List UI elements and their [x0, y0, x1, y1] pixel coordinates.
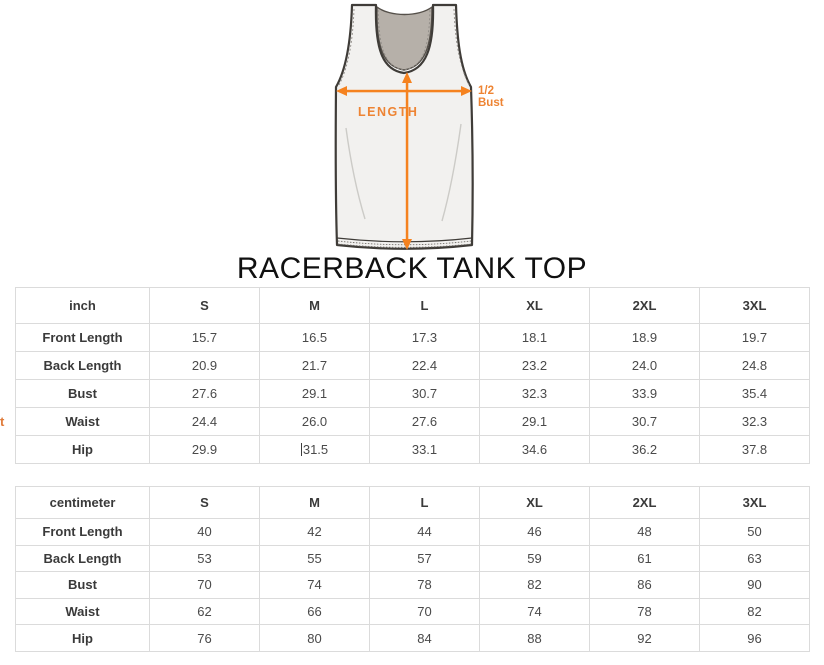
cell: 19.7 — [700, 324, 810, 352]
size-column-header: L — [370, 288, 480, 324]
cell: 30.7 — [590, 408, 700, 436]
cell: 27.6 — [370, 408, 480, 436]
cell: 17.3 — [370, 324, 480, 352]
cell: 33.1 — [370, 436, 480, 464]
size-column-header: 3XL — [700, 487, 810, 519]
cell: 82 — [700, 598, 810, 625]
cell: 18.9 — [590, 324, 700, 352]
table-row — [16, 572, 810, 599]
size-column-header: XL — [480, 288, 590, 324]
cell: 15.7 — [150, 324, 260, 352]
cell: 24.8 — [700, 352, 810, 380]
cell: 22.4 — [370, 352, 480, 380]
size-column-header: S — [150, 487, 260, 519]
size-column-header: XL — [480, 487, 590, 519]
row-label: Front Length — [16, 324, 150, 352]
size-column-header: 2XL — [590, 288, 700, 324]
table-header-row — [16, 288, 810, 324]
cell: 90 — [700, 572, 810, 599]
cell: 53 — [150, 545, 260, 572]
page-title: RACERBACK TANK TOP — [236, 252, 588, 285]
cell: 29.9 — [150, 436, 260, 464]
cell: 24.0 — [590, 352, 700, 380]
size-column-header: M — [260, 288, 370, 324]
table-row — [16, 408, 810, 436]
table-header-row — [16, 487, 810, 519]
table-row — [16, 352, 810, 380]
cell: 33.9 — [590, 380, 700, 408]
cell-value: 31.5 — [302, 442, 329, 457]
cell — [260, 436, 370, 464]
cell: 26.0 — [260, 408, 370, 436]
row-label: Waist — [16, 408, 150, 436]
cell: 78 — [370, 572, 480, 599]
cell: 32.3 — [480, 380, 590, 408]
row-label: Hip — [16, 436, 150, 464]
cell: 50 — [700, 519, 810, 546]
cropped-text-fragment: t — [0, 414, 5, 429]
cell: 61 — [590, 545, 700, 572]
cell: 82 — [480, 572, 590, 599]
cell: 29.1 — [480, 408, 590, 436]
size-table-centimeter — [15, 486, 810, 652]
cell: 16.5 — [260, 324, 370, 352]
cell: 96 — [700, 625, 810, 652]
cell: 42 — [260, 519, 370, 546]
table-row — [16, 436, 810, 464]
cell: 44 — [370, 519, 480, 546]
cell: 70 — [150, 572, 260, 599]
row-label: Bust — [16, 572, 150, 599]
cell: 36.2 — [590, 436, 700, 464]
row-label: Hip — [16, 625, 150, 652]
cell: 63 — [700, 545, 810, 572]
cell: 20.9 — [150, 352, 260, 380]
size-column-header: S — [150, 288, 260, 324]
table-row — [16, 324, 810, 352]
cell: 55 — [260, 545, 370, 572]
cell: 18.1 — [480, 324, 590, 352]
cell: 66 — [260, 598, 370, 625]
cell: 86 — [590, 572, 700, 599]
cell: 32.3 — [700, 408, 810, 436]
size-table-inch — [15, 287, 810, 464]
cell: 48 — [590, 519, 700, 546]
cell: 27.6 — [150, 380, 260, 408]
cell: 74 — [260, 572, 370, 599]
cell: 92 — [590, 625, 700, 652]
row-label: Front Length — [16, 519, 150, 546]
tank-top-illustration — [290, 0, 535, 255]
cell: 34.6 — [480, 436, 590, 464]
cell: 80 — [260, 625, 370, 652]
cell: 29.1 — [260, 380, 370, 408]
cell: 88 — [480, 625, 590, 652]
cell: 30.7 — [370, 380, 480, 408]
length-label: LENGTH — [358, 105, 419, 119]
cell: 62 — [150, 598, 260, 625]
table-row — [16, 380, 810, 408]
half-bust-label-top: 1/2 — [478, 85, 494, 97]
size-column-header: M — [260, 487, 370, 519]
cell: 78 — [590, 598, 700, 625]
size-column-header: L — [370, 487, 480, 519]
cell: 70 — [370, 598, 480, 625]
cell: 23.2 — [480, 352, 590, 380]
cell: 59 — [480, 545, 590, 572]
cell: 35.4 — [700, 380, 810, 408]
cell: 21.7 — [260, 352, 370, 380]
cell: 46 — [480, 519, 590, 546]
row-label: Back Length — [16, 352, 150, 380]
table-row — [16, 598, 810, 625]
cell: 37.8 — [700, 436, 810, 464]
half-bust-label-bottom: Bust — [478, 97, 504, 109]
cell: 76 — [150, 625, 260, 652]
unit-header-cell: inch — [16, 288, 150, 324]
row-label: Back Length — [16, 545, 150, 572]
table-row — [16, 519, 810, 546]
text-caret — [301, 443, 302, 456]
row-label: Bust — [16, 380, 150, 408]
row-label: Waist — [16, 598, 150, 625]
unit-header-cell: centimeter — [16, 487, 150, 519]
size-column-header: 2XL — [590, 487, 700, 519]
cell: 40 — [150, 519, 260, 546]
cell: 57 — [370, 545, 480, 572]
cell: 24.4 — [150, 408, 260, 436]
cell: 84 — [370, 625, 480, 652]
table-row — [16, 545, 810, 572]
size-column-header: 3XL — [700, 288, 810, 324]
table-row — [16, 625, 810, 652]
cell: 74 — [480, 598, 590, 625]
